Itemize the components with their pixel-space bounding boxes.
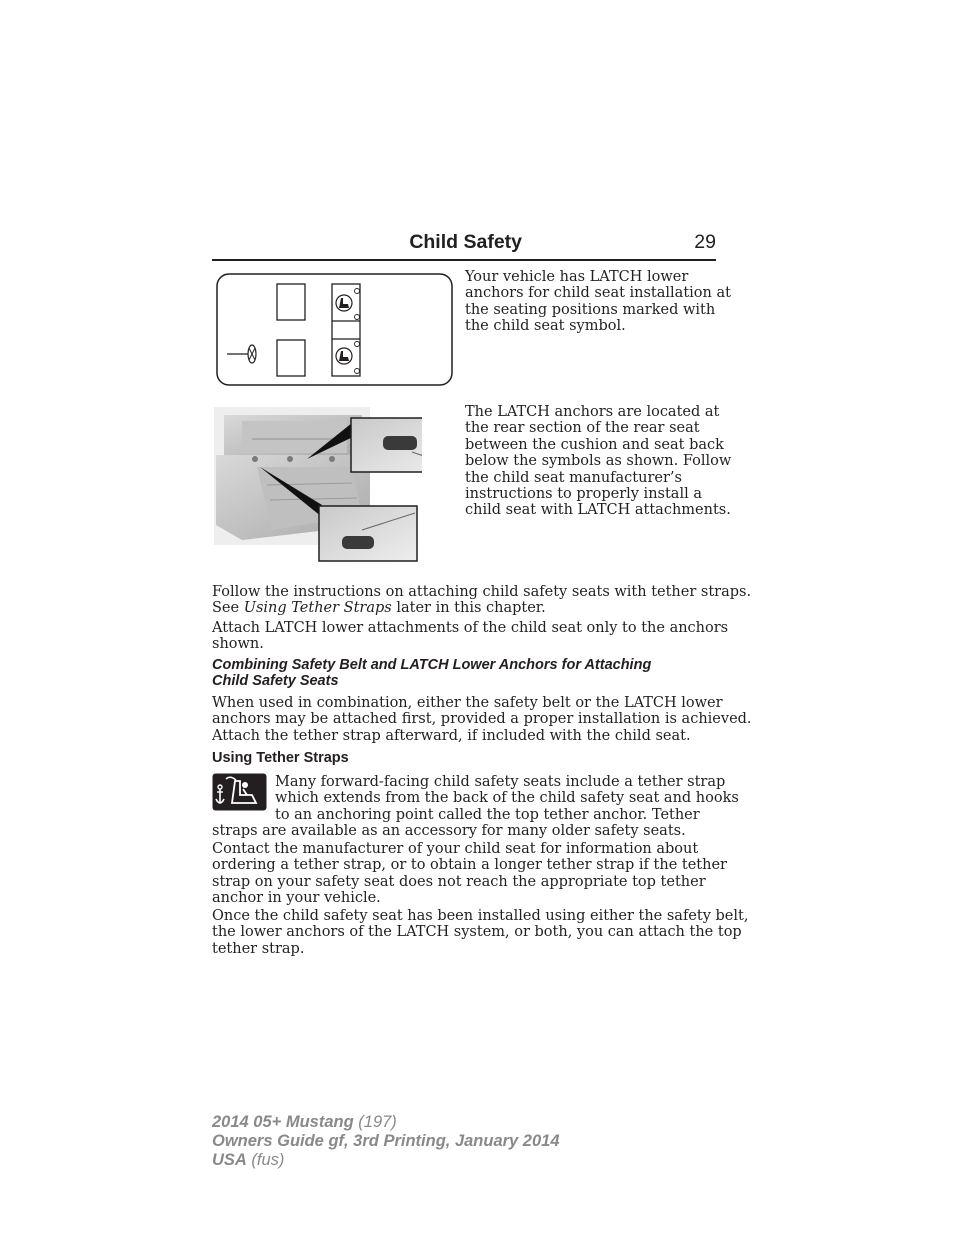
tether-paragraph-side: Many forward-facing child safety seats include a tether strap which extends from the back of the child safety seat and hooks to an anchoring point called the top tether anchor. Tether	[275, 774, 739, 823]
combining-paragraph: When used in combination, either the safety belt or the LATCH lower anchors may be attached first, provided a proper installation is achieved. Attach the tether strap afterward, if included with the child seat.	[212, 695, 752, 744]
footer-model: 2014 05+ Mustang	[212, 1113, 354, 1131]
footer-market: USA	[212, 1151, 247, 1169]
seating-diagram-icon	[215, 272, 455, 388]
follow-instructions-paragraph: Follow the instructions on attaching child safety seats with tether straps. See Using Tether Straps later in this chapter.	[212, 584, 752, 617]
header-divider	[212, 259, 716, 261]
heading-combining: Combining Safety Belt and LATCH Lower Anchors for Attaching Child Safety Seats	[212, 657, 652, 690]
contact-manufacturer-paragraph: Contact the manufacturer of your child seat for information about ordering a tether strap, or to obtain a longer tether strap if the tether strap on your safety seat does not reach the appropriate top tether anchor in your vehicle.	[212, 841, 727, 907]
latch-anchor-photo-icon	[212, 405, 422, 565]
tether-paragraph-full: straps are available as an accessory for many older safety seats.	[212, 823, 686, 839]
footer	[212, 1113, 560, 1170]
heading-using-tether-straps: Using Tether Straps	[212, 750, 349, 766]
attach-latch-paragraph: Attach LATCH lower attachments of the child seat only to the anchors shown.	[212, 620, 729, 653]
page-number: 29	[694, 231, 716, 253]
footer-guide: Owners Guide gf, 3rd Printing, January 2014	[212, 1132, 560, 1150]
tether-anchor-icon	[212, 773, 268, 812]
footer-model-code: (197)	[353, 1113, 397, 1131]
once-installed-paragraph: Once the child safety seat has been installed using either the safety belt, the lower anchors of the LATCH system, or both, you can attach the top tether strap.	[212, 908, 749, 957]
latch-symbol-text: Your vehicle has LATCH lower anchors for child seat installation at the seating positions marked with the child seat symbol.	[465, 269, 731, 335]
section-title: Child Safety	[409, 231, 522, 253]
footer-market-code: (fus)	[246, 1151, 285, 1169]
tether-straps-reference: Using Tether Straps	[243, 600, 392, 617]
latch-location-text: The LATCH anchors are located at the rear section of the rear seat between the cushion and seat back below the symbols as shown. Follow the child seat manufacturer’s instructions to properly install a child seat with LATCH attachments.	[465, 404, 732, 519]
